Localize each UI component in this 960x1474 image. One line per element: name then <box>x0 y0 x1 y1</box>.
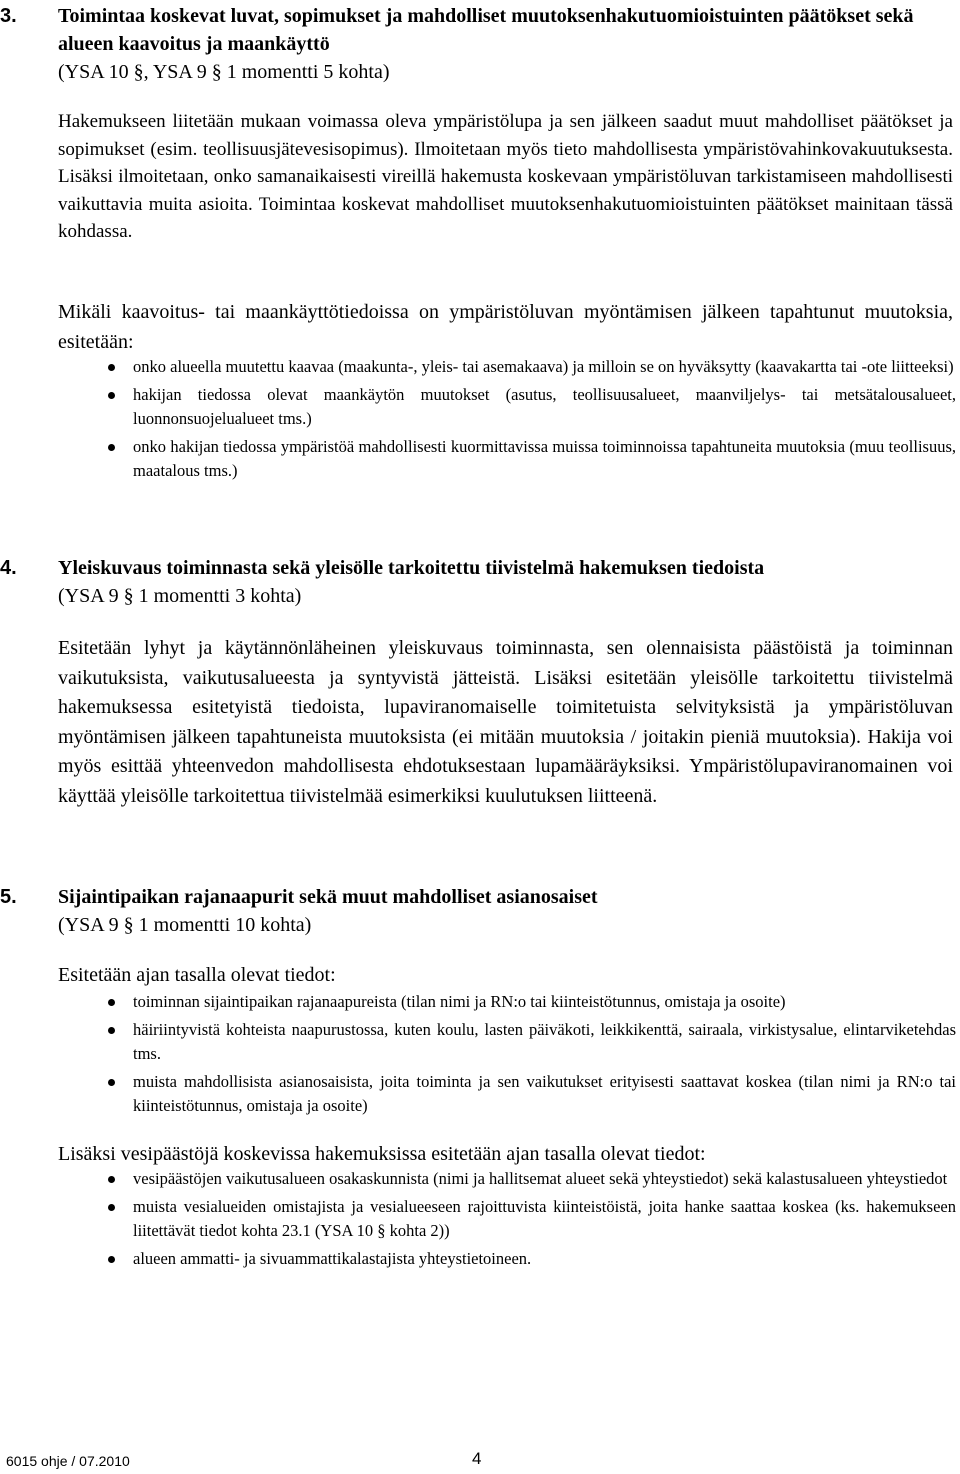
footer-document-reference: 6015 ohje / 07.2010 <box>6 1453 130 1469</box>
section-number: 4. <box>0 557 17 579</box>
section-5-intro-1: Esitetään ajan tasalla olevat tiedot: <box>58 964 336 986</box>
list-item: alueen ammatti- ja sivuammattikalastajista yhteystietoineen. <box>0 1247 960 1271</box>
list-item: vesipäästöjen vaikutusalueen osakaskunnista (nimi ja hallitsemat alueet sekä yhteystiedot) sekä kalastusalueen yhteystiedot <box>0 1167 960 1191</box>
section-4-paragraph: Esitetään lyhyt ja käytännönläheinen yleiskuvaus toiminnasta, sen olennaisista päästöistä ja toiminnan vaikutuksista, vaikutusalueesta ja syntyvistä jätteistä. Lisäksi esitetään yleisölle tarkoitettu tiivistelmä hakemuksessa esitetyistä tiedoista, lupaviranomaiselle toimitetuista selvityksistä ja ympäristöluvan myöntämisen jälkeen tapahtuneista muutoksista (ei mitään muutoksia / joitakin pieniä muutoksia). Hakija voi myös esittää yhteenvedon mahdollisesta ehdotuksestaan lupamääräyksiksi. Ympäristölupaviranomainen voi käyttää yleisölle tarkoitettua tiivistelmää esimerkiksi kuulutuksen liitteenä. <box>58 637 953 807</box>
section-reference: (YSA 9 § 1 momentti 10 kohta) <box>58 914 312 936</box>
section-reference: (YSA 10 §, YSA 9 § 1 momentti 5 kohta) <box>58 61 390 83</box>
section-title: Yleiskuvaus toiminnasta sekä yleisölle tarkoitettu tiivistelmä hakemuksen tiedoista <box>58 557 765 579</box>
bullet-icon <box>108 1027 115 1034</box>
list-item: hakijan tiedossa olevat maankäytön muutokset (asutus, teollisuusalueet, maanviljelys- tai metsätalousalueet, luonnonsuojelualueet tms.) <box>0 383 960 431</box>
list-item: muista mahdollisista asianosaisista, joita toiminta ja sen vaikutukset erityisesti saattavat koskea (tilan nimi ja RN:o tai kiinteistötunnus, omistaja ja osoite) <box>0 1070 960 1118</box>
section-title: Sijaintipaikan rajanaapurit sekä muut mahdolliset asianosaiset <box>58 886 598 908</box>
bullet-icon <box>108 999 115 1006</box>
section-3-paragraph-2: Mikäli kaavoitus- tai maankäyttötiedoissa on ympäristöluvan myöntämisen jälkeen tapahtunut muutoksia, esitetään: <box>58 301 953 353</box>
bullet-icon <box>108 392 115 399</box>
bullet-icon <box>108 1256 115 1263</box>
page-number: 4 <box>472 1449 482 1468</box>
list-item: onko alueella muutettu kaavaa (maakunta-, yleis- tai asemakaava) ja milloin se on hyväksytty (kaavakartta tai -ote liitteeksi) <box>0 355 960 379</box>
section-3-paragraph-1: Hakemukseen liitetään mukaan voimassa oleva ympäristölupa ja sen jälkeen saadut muut mahdolliset päätökset ja sopimukset (esim. teollisuusjätevesisopimus). Ilmoitetaan myös tieto mahdollisesta ympäristövahinkovakuutuksesta. Lisäksi ilmoitetaan, onko samanaikaisesti vireillä hakemusta koskevaan ympäristöluvan tarkistamiseen mahdollisesti vaikuttavia muita asioita. Toimintaa koskevat mahdolliset muutoksenhakutuomioistuinten päätökset mainitaan tässä kohdassa. <box>58 111 953 242</box>
list-item: toiminnan sijaintipaikan rajanaapureista (tilan nimi ja RN:o tai kiinteistötunnus, omistaja ja osoite) <box>0 990 960 1014</box>
list-item: onko hakijan tiedossa ympäristöä mahdollisesti kuormittavissa muissa toiminnoissa tapahtuneita muutoksia (muu teollisuus, maatalous tms.) <box>0 435 960 483</box>
bullet-icon <box>108 444 115 451</box>
section-number: 3. <box>0 5 17 27</box>
section-number: 5. <box>0 886 17 908</box>
list-item: häiriintyvistä kohteista naapurustossa, kuten koulu, lasten päiväkoti, leikkikenttä, sairaala, virkistysalue, elintarviketehdas tms. <box>0 1018 960 1066</box>
section-5-bullet-list-1 <box>0 990 960 1122</box>
bullet-icon <box>108 1204 115 1211</box>
section-reference: (YSA 9 § 1 momentti 3 kohta) <box>58 585 302 607</box>
bullet-icon <box>108 1176 115 1183</box>
bullet-icon <box>108 1079 115 1086</box>
section-5-bullet-list-2 <box>0 1167 960 1275</box>
bullet-icon <box>108 364 115 371</box>
section-3-bullet-list <box>0 355 960 487</box>
section-title: Toimintaa koskevat luvat, sopimukset ja mahdolliset muutoksenhakutuomioistuinten päätökset sekä alueen kaavoitus ja maankäyttö <box>58 5 914 55</box>
section-5-intro-2: Lisäksi vesipäästöjä koskevissa hakemuksissa esitetään ajan tasalla olevat tiedot: <box>58 1143 706 1165</box>
list-item: muista vesialueiden omistajista ja vesialueeseen rajoittuvista kiinteistöistä, joita hanke saattaa koskea (ks. hakemukseen liitettävät tiedot kohta 23.1 (YSA 10 § kohta 2)) <box>0 1195 960 1243</box>
